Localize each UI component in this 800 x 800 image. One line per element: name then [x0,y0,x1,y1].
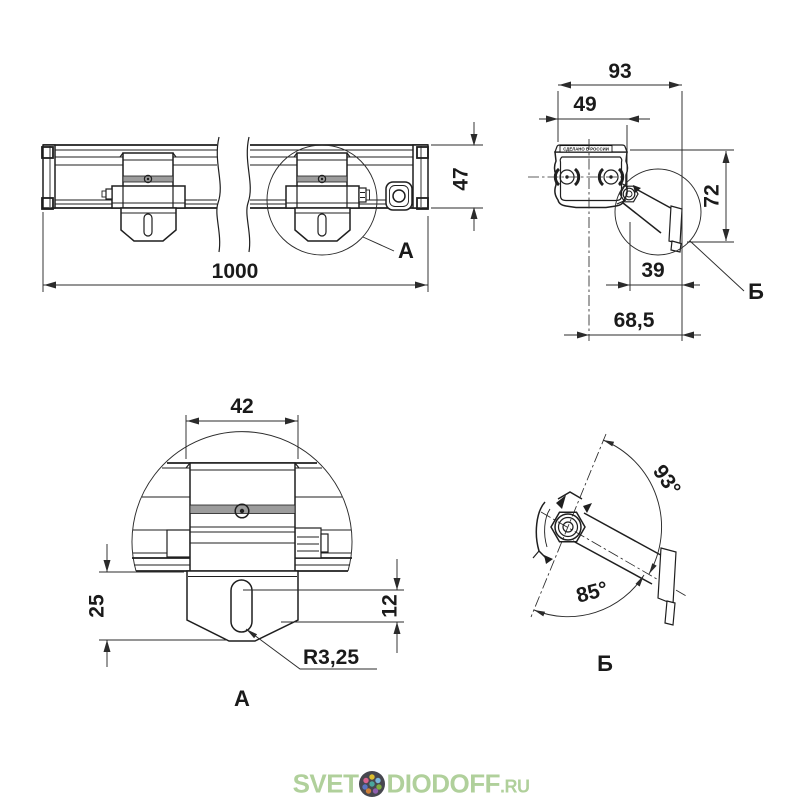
dim-overall-width-label: 93 [608,60,632,83]
detail-b-callout: Б [748,279,764,304]
profile-housing [555,145,628,208]
detail-b-view [531,434,688,676]
dim-arm-offset-label: 39 [641,259,665,282]
left-end-cap [42,145,55,209]
dim-bracket-height-label: 72 [700,184,724,208]
watermark-text-right: DIODOFF.RU [386,768,530,799]
dim-lower-angle [534,575,644,617]
watermark [293,769,530,799]
right-end-cap [413,145,428,209]
detail-a-leader [363,237,394,251]
mounting-bracket-1 [102,153,185,241]
dim-bottom-offset-label: 25 [85,594,109,618]
detail-b-arm [573,513,676,625]
made-in-russia-label: СДЕЛАНО В РОССИИ [563,146,609,152]
mounting-bracket-2 [286,153,370,241]
dim-bracket-width-label: 42 [230,395,254,418]
dim-body-height [431,122,483,231]
cable-gland [386,182,412,210]
detail-b-title: Б [597,651,613,676]
detail-a-view [86,395,405,711]
dim-lower-angle-label: 85° [573,577,611,608]
dim-slot-radius-label: R3,25 [303,646,360,669]
luminaire-body-side [43,145,428,208]
detail-a-callout: А [398,238,414,263]
dim-body-height-label: 47 [449,167,473,191]
side-view [42,122,483,292]
break-lines [217,137,250,252]
watermark-logo-icon [359,771,385,797]
detail-a-strap [186,463,299,571]
dim-upper-angle-label: 93° [648,460,686,500]
dim-total-offset-label: 68,5 [613,309,655,332]
dim-upper-width-label: 49 [573,93,597,116]
dim-overall-length [43,212,428,292]
dim-overall-length-label: 1000 [211,260,259,283]
dim-slot-length-label: 12 [378,594,402,618]
detail-a-title: А [234,686,250,711]
dim-total-offset [564,309,701,339]
detail-b-leader [690,241,744,291]
watermark-text-left: SVET [292,768,359,799]
dim-bracket-width [186,395,298,459]
detail-a-pendant [187,571,298,641]
end-view [528,60,764,341]
